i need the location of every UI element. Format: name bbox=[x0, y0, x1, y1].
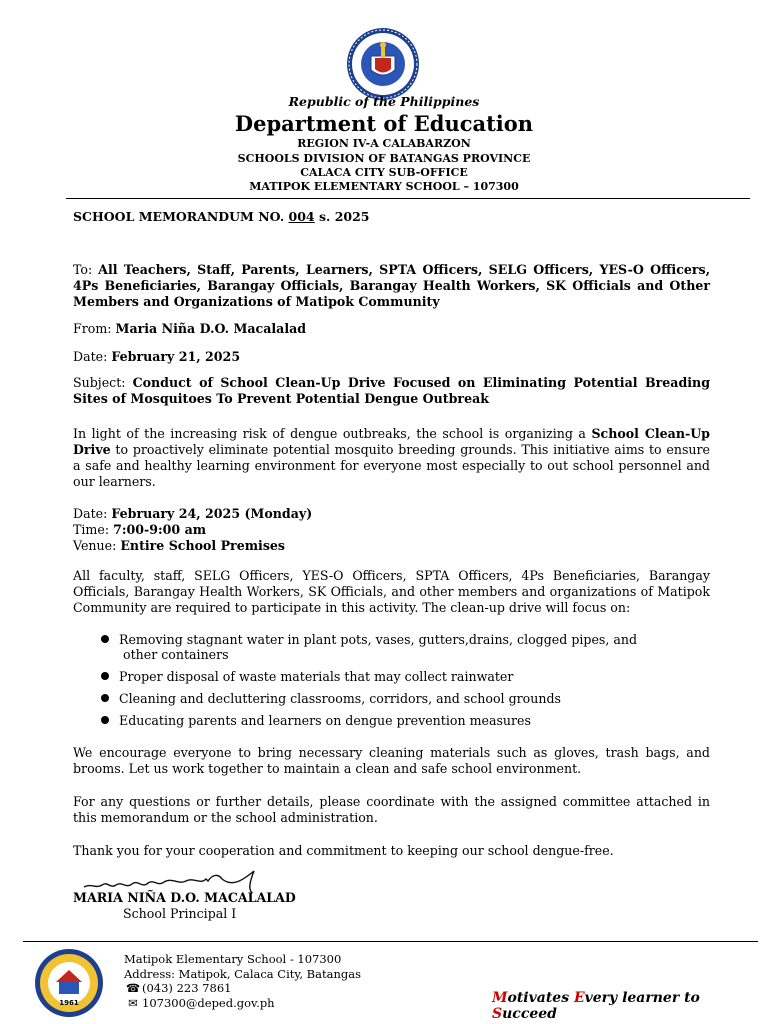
bullet-item: Proper disposal of waste materials that may collect rainwater bbox=[101, 669, 721, 684]
bullet-item: Cleaning and decluttering classrooms, corridors, and school grounds bbox=[101, 691, 721, 706]
materials-paragraph: We encourage everyone to bring necessary cleaning materials such as gloves, trash bags, and brooms. Let us work together to maintain a clean and safe school environment. bbox=[73, 745, 710, 776]
bullet-item: Removing stagnant water in plant pots, vases, gutters,drains, clogged pipes, and bbox=[101, 632, 721, 647]
signatory-title: School Principal I bbox=[123, 906, 237, 921]
to-line: To: All Teachers, Staff, Parents, Learners, SPTA Officers, SELG Officers, YES-O Officers, 4Ps Beneficiaries, Barangay Officials, Barangay Health Workers, SK Officials and Other Members and Organizations of Matipok Community bbox=[73, 262, 710, 309]
footer-divider bbox=[23, 941, 758, 942]
signatory-name: MARIA NIÑA D.O. MACALALAD bbox=[73, 890, 296, 905]
bullet-icon bbox=[101, 694, 109, 702]
event-venue: Venue: Entire School Premises bbox=[73, 538, 286, 553]
school-motto: Motivates Every learner to Succeed bbox=[492, 990, 700, 1022]
thanks-paragraph: Thank you for your cooperation and commitment to keeping our school dengue-free. bbox=[73, 843, 614, 858]
bullet-item-continued: other containers bbox=[123, 647, 229, 662]
signatory-block bbox=[73, 890, 710, 922]
school-line: MATIPOK ELEMENTARY SCHOOL – 107300 bbox=[249, 180, 519, 193]
date-line: Date: February 21, 2025 bbox=[73, 349, 241, 364]
bullet-icon bbox=[101, 672, 109, 680]
event-details bbox=[73, 506, 710, 554]
contact-paragraph: For any questions or further details, please coordinate with the assigned committee attached in this memorandum or the school administration. bbox=[73, 794, 710, 825]
participants-paragraph: All faculty, staff, SELG Officers, YES-O Officers, SPTA Officers, 4Ps Beneficiaries, Barangay Officials, Barangay Health Workers, SK Officials, and other members and organizations of Matipok Community are required to participate in this activity. The clean-up drive will focus on: bbox=[73, 568, 710, 615]
footer-email: ✉ 107300@deped.gov.ph bbox=[124, 996, 275, 1011]
bullet-icon bbox=[101, 716, 109, 724]
envelope-icon: ✉ bbox=[128, 996, 138, 1010]
bullet-icon bbox=[101, 635, 109, 643]
footer-address: Address: Matipok, Calaca City, Batangas bbox=[124, 967, 361, 981]
region-line: REGION IV-A CALABARZON bbox=[297, 137, 471, 150]
bullet-item: Educating parents and learners on dengue prevention measures bbox=[101, 713, 721, 728]
event-date: Date: February 24, 2025 (Monday) bbox=[73, 506, 313, 521]
footer-school: Matipok Elementary School - 107300 bbox=[124, 952, 342, 966]
republic-line: Republic of the Philippines bbox=[288, 94, 480, 109]
memo-number: SCHOOL MEMORANDUM NO. 004 s. 2025 bbox=[73, 209, 370, 224]
subject-line: Subject: Conduct of School Clean-Up Drive Focused on Eliminating Potential Breading Sites of Mosquitoes To Prevent Potential Dengue Outbreak bbox=[73, 375, 710, 406]
sub-office-line: CALACA CITY SUB-OFFICE bbox=[300, 166, 468, 179]
deped-seal-logo bbox=[345, 26, 421, 102]
from-line: From: Maria Niña D.O. Macalalad bbox=[73, 321, 307, 336]
division-line: SCHOOLS DIVISION OF BATANGAS PROVINCE bbox=[237, 152, 531, 165]
department-title: Department of Education bbox=[234, 111, 534, 136]
svg-text:1961: 1961 bbox=[59, 999, 79, 1007]
phone-icon: ☎ bbox=[125, 981, 141, 995]
footer-phone: ☎ (043) 223 7861 bbox=[125, 981, 232, 995]
event-time: Time: 7:00-9:00 am bbox=[73, 522, 207, 537]
intro-paragraph: In light of the increasing risk of dengue outbreaks, the school is organizing a School Clean-Up Drive to proactively eliminate potential mosquito breeding grounds. This initiative aims to ensure a safe and healthy learning environment for everyone most especially to out school personnel and our learners. bbox=[73, 426, 710, 489]
school-seal-logo bbox=[34, 948, 104, 1018]
header-divider bbox=[66, 198, 750, 199]
